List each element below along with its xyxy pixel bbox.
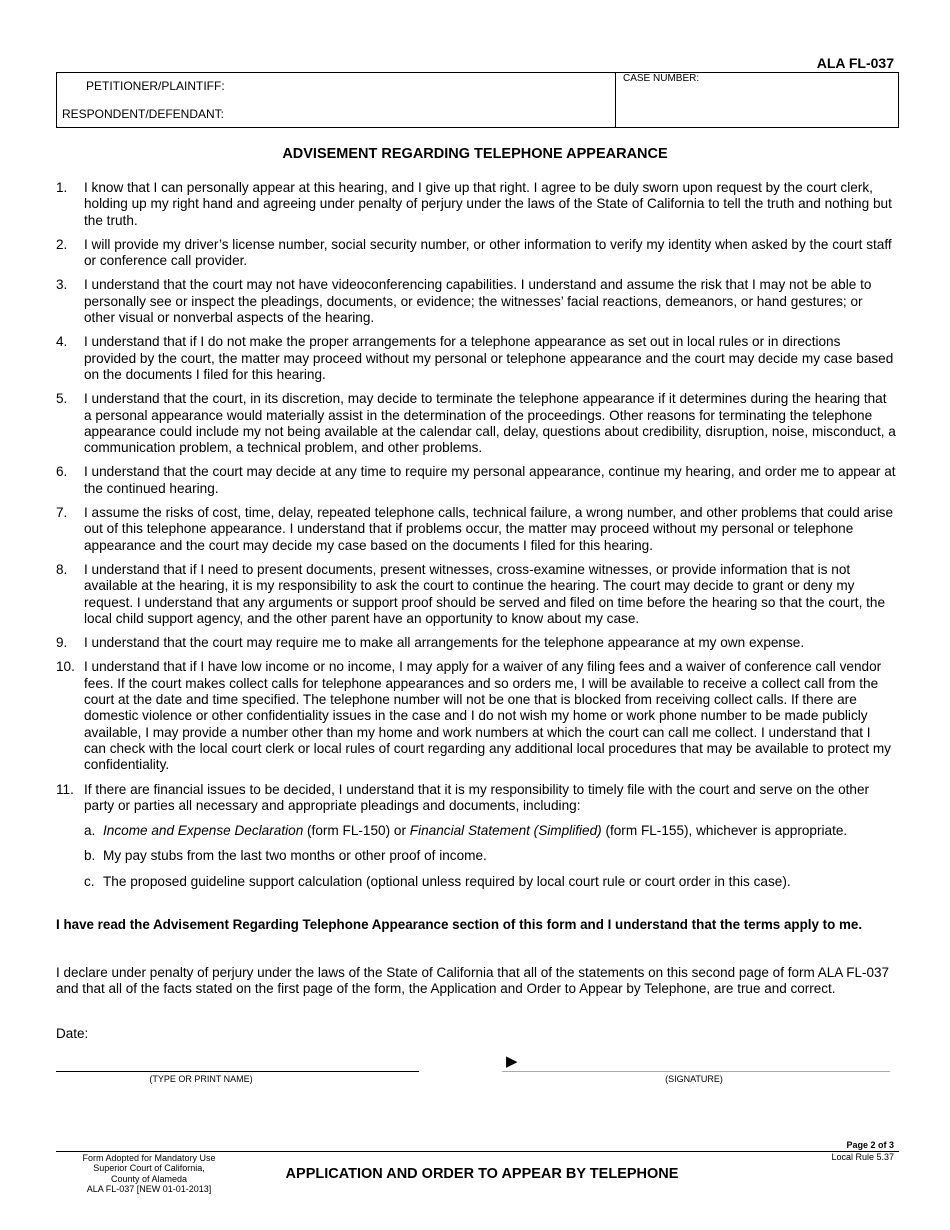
date-label: Date: — [56, 1026, 89, 1041]
page-number: Page 2 of 3 — [846, 1140, 894, 1150]
item-number: 3. — [56, 277, 68, 293]
declaration-statement: I declare under penalty of perjury under the laws of the State of California that all of the statements on this second page of form ALA FL-037 and that all of the facts stated on the first page of the form, the Application and Order to Appear by Telephone, are true and correct. — [56, 965, 889, 997]
local-rule: Local Rule 5.37 — [831, 1152, 894, 1162]
list-item — [56, 562, 896, 627]
sub-item-text: My pay stubs from the last two months or other proof of income. — [103, 848, 487, 864]
name-caption: (TYPE OR PRINT NAME) — [149, 1074, 253, 1084]
item-number: 9. — [56, 635, 68, 651]
item-text: I understand that the court may require me to make all arrangements for the telephone appearance at my own expense. — [84, 635, 805, 651]
adoption-line: Superior Court of California, — [93, 1163, 205, 1174]
sub-item-letter: c. — [84, 873, 95, 889]
petitioner-label: PETITIONER/PLAINTIFF: — [86, 79, 225, 93]
list-item — [56, 277, 896, 326]
case-number-label: CASE NUMBER: — [623, 73, 700, 84]
name-line[interactable] — [56, 1071, 419, 1072]
form-ref-1: (form FL-150) or — [303, 823, 410, 839]
item-number: 5. — [56, 391, 68, 407]
respondent-label: RESPONDENT/DEFENDANT: — [62, 107, 225, 121]
form-number: ALA FL-037 — [816, 55, 894, 71]
signature-caption: (SIGNATURE) — [665, 1074, 723, 1084]
item-text: I will provide my driver’s license number, social security number, or other information to verify my identity when asked by the court staff or conference call provider. — [84, 236, 892, 269]
list-item — [56, 180, 896, 229]
signature-line[interactable] — [502, 1071, 890, 1072]
item-number: 7. — [56, 505, 68, 521]
item-text: I understand that the court, in its discretion, may decide to terminate the telephone appearance if it determines during the hearing that a personal appearance would materially assist in the determination of the proceedings. Other reasons for terminating the telephone appearance could include my not being available at the calendar call, delay, questions about credibility, disruption, noise, misconduct, a communication problem, a technical problem, and other problems. — [84, 391, 896, 456]
sub-item-letter: a. — [84, 823, 96, 839]
item-number: 8. — [56, 561, 68, 577]
adoption-line: Form Adopted for Mandatory Use — [82, 1153, 216, 1163]
list-item — [56, 391, 896, 456]
list-item — [56, 237, 896, 270]
list-item — [56, 334, 896, 383]
footer-divider — [56, 1151, 899, 1152]
item-number: 1. — [56, 180, 68, 195]
sub-item-letter: b. — [84, 848, 96, 864]
signature-arrow-icon: ▶ — [506, 1053, 518, 1070]
sub-item-b — [56, 848, 896, 864]
footer-title: APPLICATION AND ORDER TO APPEAR BY TELEPHONE — [285, 1166, 679, 1182]
list-item — [56, 464, 896, 497]
item-number: 4. — [56, 334, 68, 350]
acknowledgment-statement: I have read the Advisement Regarding Telephone Appearance section of this form and I understand that the terms apply to me. — [56, 917, 863, 932]
adoption-line: County of Alameda — [110, 1173, 188, 1184]
form-ref-2: (form FL-155), whichever is appropriate. — [601, 823, 848, 839]
item-text: I know that I can personally appear at this hearing, and I give up that right. I agree to be duly sworn upon request by the court clerk, holding up my right hand and agreeing under penalty of perjury under the laws of the State of California to tell the truth and nothing but the truth. — [84, 180, 892, 228]
item-text: I understand that if I need to present documents, present witnesses, cross-examine witnesses, or provide information that is not available at the hearing, it is my responsibility to ask the court to continue the hearing. The court may decide to grant or deny my request. I understand that any arguments or support proof should be served and filed on time before the hearing so that the court, the local child support agency, and the other parent have an opportunity to know about my case. — [84, 561, 886, 626]
sub-item-a — [56, 823, 896, 839]
item-number: 6. — [56, 464, 68, 480]
list-item — [56, 659, 896, 773]
list-item — [56, 635, 896, 651]
item-text: I understand that if I do not make the proper arrangements for a telephone appearance as set out in local rules or in directions provided by the court, the matter may proceed without my personal or telephone appearance and the court may decide my case based on the documents I filed for this hearing. — [84, 334, 894, 382]
item-number: 2. — [56, 236, 68, 252]
sub-item-text: The proposed guideline support calculation (optional unless required by local court rule or court order in this case). — [103, 873, 791, 889]
item-text: I understand that the court may not have videoconferencing capabilities. I understand and assume the risk that I may not be able to personally see or inspect the pleadings, documents, or evidence; the witnesses’ facial reactions, demeanors, or hand gestures; or other visual or nonverbal aspects of the hearing. — [84, 277, 872, 326]
doc-name-fl150: Income and Expense Declaration — [103, 823, 304, 839]
case-caption-box — [56, 72, 899, 128]
list-item — [56, 505, 896, 554]
item-number: 11. — [56, 781, 74, 797]
item-text: If there are financial issues to be decided, I understand that it is my responsibility to timely file with the court and serve on the other party or parties all necessary and appropriate pleadings and documents, including: — [84, 781, 870, 813]
form-title: ADVISEMENT REGARDING TELEPHONE APPEARANCE — [282, 146, 668, 162]
adoption-line: ALA FL-037 [NEW 01-01-2013] — [86, 1183, 212, 1194]
advisement-list — [56, 180, 896, 898]
doc-name-fl155: Financial Statement (Simplified) — [409, 823, 602, 839]
item-text: I understand that the court may decide at any time to require my personal appearance, continue my hearing, and order me to appear at the continued hearing. — [84, 464, 896, 496]
item-text: I assume the risks of cost, time, delay, repeated telephone calls, technical failure, a wrong number, and other problems that could arise out of this telephone appearance. I understand that if problems occur, the matter may proceed without my personal or telephone appearance and the court may decide my case based on the documents I filed for this hearing. — [84, 505, 894, 553]
item-number: 10. — [56, 659, 75, 675]
item-text: I understand that if I have low income or no income, I may apply for a waiver of any filing fees and a waiver of conference call vendor fees. If the court makes collect calls for telephone appearances and so orders me, I will be available to receive a collect call from the court at the date and time specified. The telephone number will not be one that is blocked from receiving collect calls. If there are domestic violence or other confidentiality issues in the case and I do not wish my home or work phone number to be made publicly available, I may provide a number other than my home and work numbers at which the court can call me collect. I understand that I can check with the local court clerk or local rules of court regarding any additional local procedures that may be available to protect my confidentiality. — [84, 659, 891, 773]
list-item — [56, 782, 896, 890]
caption-divider — [615, 73, 616, 127]
sub-item-c — [56, 874, 896, 890]
